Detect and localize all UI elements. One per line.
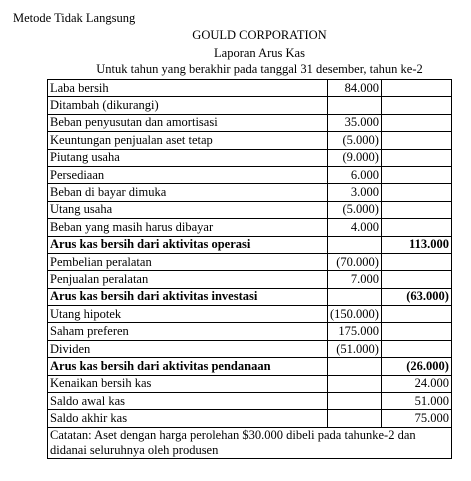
row-label: Arus kas bersih dari aktivitas pendanaan: [48, 358, 328, 375]
row-amount: (70.000): [328, 253, 382, 270]
table-row: [48, 114, 452, 131]
row-amount: [328, 358, 382, 375]
note-row: [48, 427, 452, 458]
row-amount: 7.000: [328, 271, 382, 288]
row-label: Utang hipotek: [48, 306, 328, 323]
row-total: [381, 323, 451, 340]
table-row: [48, 201, 452, 218]
row-label: Saldo akhir kas: [48, 410, 328, 427]
row-amount: 84.000: [328, 80, 382, 97]
table-row: [48, 149, 452, 166]
row-amount: [328, 410, 382, 427]
row-total: [381, 166, 451, 183]
row-total: [381, 132, 451, 149]
table-row: [48, 340, 452, 357]
cash-flow-table: [47, 79, 452, 459]
row-total: 113.000: [381, 236, 451, 253]
table-row: [48, 97, 452, 114]
row-label: Keuntungan penjualan aset tetap: [48, 132, 328, 149]
row-total: (63.000): [381, 288, 451, 305]
row-amount: [328, 236, 382, 253]
row-label: Utang usaha: [48, 201, 328, 218]
row-label: Piutang usaha: [48, 149, 328, 166]
row-label: Beban yang masih harus dibayar: [48, 219, 328, 236]
row-total: [381, 114, 451, 131]
row-total: (26.000): [381, 358, 451, 375]
row-amount: (150.000): [328, 306, 382, 323]
row-label: Saham preferen: [48, 323, 328, 340]
table-row: [48, 375, 452, 392]
row-amount: (5.000): [328, 201, 382, 218]
table-row: [48, 410, 452, 427]
row-amount: [328, 288, 382, 305]
subtotal-row: [48, 288, 452, 305]
row-amount: (5.000): [328, 132, 382, 149]
table-row: [48, 80, 452, 97]
row-label: Persediaan: [48, 166, 328, 183]
row-amount: (9.000): [328, 149, 382, 166]
note-text: Catatan: Aset dengan harga perolehan $30.000 dibeli pada tahunke-2 dan didanai seluruhnya oleh produsen: [48, 427, 452, 458]
row-total: [381, 253, 451, 270]
row-total: [381, 149, 451, 166]
table-row: [48, 271, 452, 288]
company-name: GOULD CORPORATION: [192, 28, 327, 42]
row-label: Beban di bayar dimuka: [48, 184, 328, 201]
row-label: Saldo awal kas: [48, 393, 328, 410]
row-amount: 35.000: [328, 114, 382, 131]
row-amount: 6.000: [328, 166, 382, 183]
subtotal-row: [48, 236, 452, 253]
report-period: Untuk tahun yang berakhir pada tanggal 31 desember, tahun ke-2: [96, 62, 423, 76]
row-label: Penjualan peralatan: [48, 271, 328, 288]
row-total: [381, 201, 451, 218]
row-total: 75.000: [381, 410, 451, 427]
row-label: Pembelian peralatan: [48, 253, 328, 270]
row-total: [381, 340, 451, 357]
table-row: [48, 166, 452, 183]
row-amount: [328, 97, 382, 114]
table-row: [48, 219, 452, 236]
table-row: [48, 253, 452, 270]
row-label: Beban penyusutan dan amortisasi: [48, 114, 328, 131]
row-total: [381, 184, 451, 201]
row-total: [381, 219, 451, 236]
row-label: Kenaikan bersih kas: [48, 375, 328, 392]
subtotal-row: [48, 358, 452, 375]
table-row: [48, 132, 452, 149]
row-amount: 175.000: [328, 323, 382, 340]
row-amount: [328, 375, 382, 392]
row-total: [381, 97, 451, 114]
row-total: [381, 306, 451, 323]
row-total: [381, 271, 451, 288]
table-row: [48, 184, 452, 201]
row-amount: (51.000): [328, 340, 382, 357]
row-amount: [328, 393, 382, 410]
row-total: [381, 80, 451, 97]
table-row: [48, 306, 452, 323]
table-row: [48, 323, 452, 340]
row-label: Arus kas bersih dari aktivitas investasi: [48, 288, 328, 305]
row-label: Arus kas bersih dari aktivitas operasi: [48, 236, 328, 253]
row-label: Dividen: [48, 340, 328, 357]
method-label: Metode Tidak Langsung: [13, 11, 136, 25]
table-row: [48, 393, 452, 410]
row-amount: 4.000: [328, 219, 382, 236]
row-label: Ditambah (dikurangi): [48, 97, 328, 114]
row-total: 24.000: [381, 375, 451, 392]
report-title: Laporan Arus Kas: [214, 46, 305, 60]
row-amount: 3.000: [328, 184, 382, 201]
row-total: 51.000: [381, 393, 451, 410]
row-label: Laba bersih: [48, 80, 328, 97]
